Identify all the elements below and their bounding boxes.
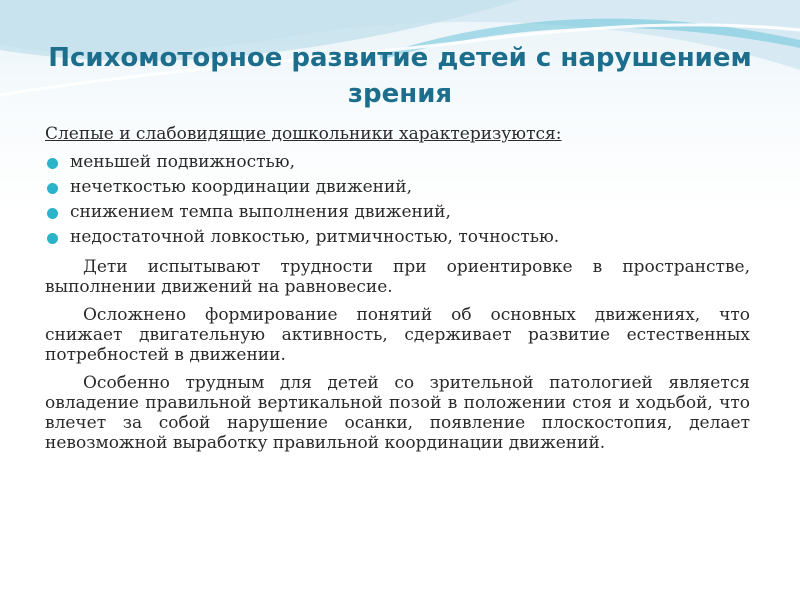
bullet-text: недостаточной ловкостью, ритмичностью, точностью. [70,227,560,247]
paragraph-concepts: Осложнено формирование понятий об основных движениях, что снижает двигательную активность, сдерживает развитие естественных потребностей в движении. [45,305,750,365]
bullet-item [45,200,750,224]
intro-line: Слепые и слабовидящие дошкольники характеризуются: [45,124,562,144]
slide-content [45,122,750,453]
bullet-dot-icon [47,208,58,219]
bullet-dot-icon [47,158,58,169]
bullet-dot-icon [47,183,58,194]
bullet-item [45,150,750,174]
bullet-item [45,175,750,199]
bullet-list [45,150,750,249]
paragraph-posture: Особенно трудным для детей со зрительной патологией является овладение правильной вертикальной позой в положении стоя и ходьбой, что влечет за собой нарушение осанки, появление плоскостопия, делает невозможной выработку правильной координации движений. [45,373,750,453]
bullet-text: нечеткостью координации движений, [70,177,413,197]
slide-title: Психомоторное развитие детей с нарушением зрения [48,43,752,109]
bullet-text: меньшей подвижностью, [70,152,295,172]
bullet-text: снижением темпа выполнения движений, [70,202,451,222]
bullet-item [45,225,750,249]
paragraph-orientation: Дети испытывают трудности при ориентировке в пространстве, выполнении движений на равновесие. [45,257,750,297]
bullet-dot-icon [47,233,58,244]
